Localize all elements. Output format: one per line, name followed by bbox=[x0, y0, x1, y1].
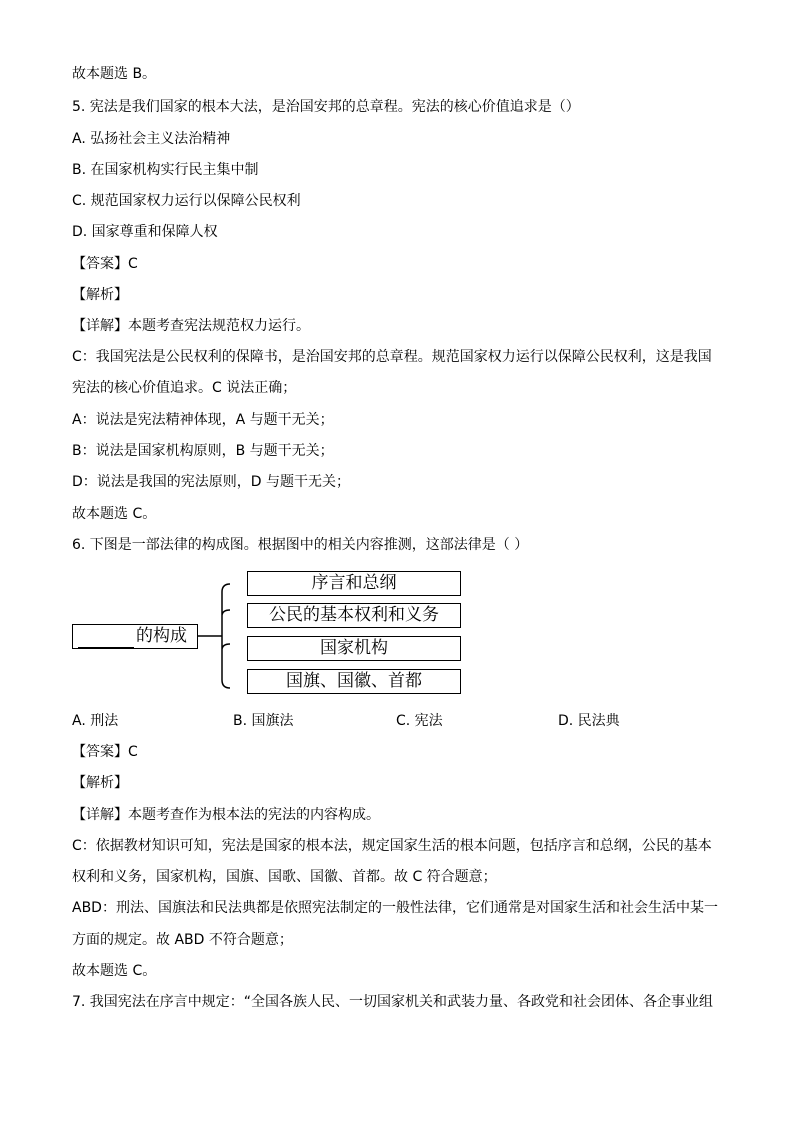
question-6-option-a: A. 刑法 bbox=[72, 713, 119, 729]
question-5-explain-c-2: 宪法的核心价值追求。C 说法正确； bbox=[72, 380, 297, 396]
question-6-explain-c-2: 权利和义务，国家机构，国旗、国歌、国徽、首都。故 C 符合题意； bbox=[72, 869, 497, 885]
question-5-explain-c-1: C：我国宪法是公民权利的保障书，是治国安邦的总章程。规范国家权力运行以保障公民权利，这是我国 bbox=[72, 349, 712, 365]
question-7-stem: 7. 我国宪法在序言中规定：“全国各族人民、一切国家机关和武装力量、各政党和社会团体、各企事业组 bbox=[72, 994, 714, 1010]
diagram-left-box bbox=[72, 624, 198, 649]
question-6-conclusion: 故本题选 C。 bbox=[72, 963, 157, 979]
answer-tag: 【答案】 bbox=[72, 256, 128, 272]
line-conclusion-b: 故本题选 B。 bbox=[72, 66, 157, 82]
question-5-option-b: B. 在国家机构实行民主集中制 bbox=[72, 162, 259, 178]
question-5-option-d: D. 国家尊重和保障人权 bbox=[72, 224, 218, 240]
question-6-option-b: B. 国旗法 bbox=[233, 713, 294, 729]
answer-tag: 【答案】 bbox=[72, 744, 128, 760]
question-6-explain-abd-2: 方面的规定。故 ABD 不符合题意； bbox=[72, 932, 293, 948]
question-5-explain-d: D：说法是我国的宪法原则，D 与题干无关； bbox=[72, 474, 351, 490]
question-6-analysis-tag: 【解析】 bbox=[72, 775, 128, 791]
question-5-explain-b: B：说法是国家机构原则，B 与题干无关； bbox=[72, 443, 334, 459]
law-structure-diagram bbox=[72, 568, 472, 698]
question-6-option-c: C. 宪法 bbox=[396, 713, 443, 729]
answer-value: C bbox=[128, 256, 138, 272]
question-5-option-c: C. 规范国家权力运行以保障公民权利 bbox=[72, 193, 301, 209]
diagram-box-citizen-rights: 公民的基本权利和义务 bbox=[247, 603, 461, 628]
question-6-options bbox=[72, 711, 732, 731]
question-6-stem: 6. 下图是一部法律的构成图。根据图中的相关内容推测，这部法律是（ ） bbox=[72, 537, 529, 553]
diagram-box-state-organs: 国家机构 bbox=[247, 636, 461, 661]
diagram-left-label: 的构成 bbox=[136, 626, 187, 646]
question-5-option-a: A. 弘扬社会主义法治精神 bbox=[72, 131, 231, 147]
diagram-box-flag-emblem-capital: 国旗、国徽、首都 bbox=[247, 669, 461, 694]
question-6-explain-abd-1: ABD：刑法、国旗法和民法典都是依照宪法制定的一般性法律，它们通常是对国家生活和社会生活中某一 bbox=[72, 900, 718, 916]
question-6-detail: 【详解】本题考查作为根本法的宪法的内容构成。 bbox=[72, 807, 380, 823]
answer-value: C bbox=[128, 744, 138, 760]
question-5-explain-a: A：说法是宪法精神体现，A 与题干无关； bbox=[72, 412, 334, 428]
question-5-answer bbox=[72, 254, 138, 274]
question-6-explain-c-1: C：依据教材知识可知，宪法是国家的根本法，规定国家生活的根本问题，包括序言和总纲，公民的基本 bbox=[72, 838, 712, 854]
question-5-analysis-tag: 【解析】 bbox=[72, 287, 128, 303]
question-5-stem: 5. 宪法是我们国家的根本大法，是治国安邦的总章程。宪法的核心价值追求是（） bbox=[72, 99, 580, 115]
question-6-option-d: D. 民法典 bbox=[558, 713, 620, 729]
diagram-box-preamble: 序言和总纲 bbox=[247, 571, 461, 596]
question-5-conclusion: 故本题选 C。 bbox=[72, 506, 157, 522]
question-5-detail: 【详解】本题考查宪法规范权力运行。 bbox=[72, 318, 310, 334]
fill-blank bbox=[78, 629, 134, 648]
question-6-answer bbox=[72, 742, 138, 762]
